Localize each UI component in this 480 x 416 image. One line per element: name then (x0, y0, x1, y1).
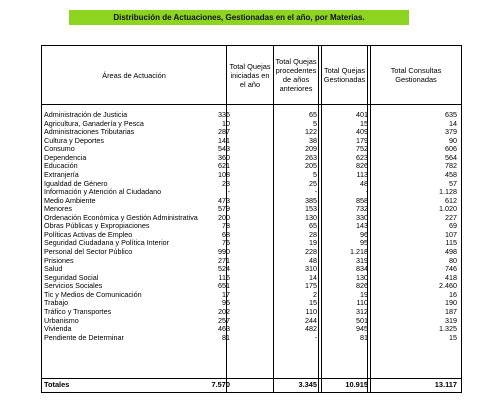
consultas-gestionadas-cell: 1.020 (439, 204, 457, 214)
area-label: Servicios Sociales (44, 281, 103, 291)
area-label: Políticas Activas de Empleo (44, 229, 133, 239)
area-label: Menores (44, 204, 72, 214)
area-label: Personal del Sector Público (44, 247, 133, 256)
quejas-iniciadas-cell: 202 (218, 306, 230, 316)
area-label: Administraciones Tributarias (44, 127, 135, 137)
quejas-gestionadas-cell: 312 (356, 306, 368, 316)
quejas-anteriores-cell: 38 (309, 135, 317, 145)
table-row (42, 248, 461, 257)
quejas-gestionadas-cell: - (365, 187, 368, 197)
table-row (42, 128, 461, 137)
consultas-gestionadas-cell: 69 (449, 221, 457, 231)
area-label: Salud (44, 264, 63, 274)
quejas-iniciadas-cell: 579 (218, 204, 230, 214)
table-row (42, 317, 461, 326)
quejas-anteriores-cell: 2 (313, 289, 317, 299)
header-divider (42, 104, 461, 105)
area-label: Ordenación Económica y Gestión Administrativa (44, 212, 198, 222)
consultas-gestionadas-cell: 1.128 (439, 187, 457, 197)
area-label: Igualdad de Género (44, 178, 108, 188)
consultas-gestionadas-cell: 564 (445, 152, 457, 162)
consultas-gestionadas-cell: 16 (449, 289, 457, 299)
quejas-iniciadas-cell: 360 (218, 152, 230, 162)
quejas-anteriores-cell: 28 (309, 229, 317, 239)
area-label: Tic y Medios de Comunicación (44, 289, 142, 299)
area-label: Vivienda (44, 324, 72, 334)
quejas-anteriores-cell: 244 (305, 315, 317, 325)
consultas-gestionadas-cell: 107 (445, 229, 457, 239)
area-label: Seguridad Ciudadana y Política Interior (44, 238, 170, 248)
quejas-iniciadas-cell: 257 (218, 315, 230, 325)
quejas-gestionadas-cell: 501 (356, 315, 368, 325)
table-row (42, 291, 461, 300)
area-label: Extranjería (44, 169, 79, 179)
quejas-iniciadas-cell: 990 (218, 247, 230, 256)
area-label: Seguridad Social (44, 272, 99, 282)
quejas-anteriores-cell: 130 (305, 212, 317, 222)
quejas-iniciadas-cell: 76 (222, 238, 230, 248)
area-label: Tráfico y Transportes (44, 306, 112, 316)
quejas-anteriores-cell: 25 (309, 178, 317, 188)
quejas-anteriores-cell: 482 (305, 324, 317, 334)
quejas-anteriores-cell: - (314, 332, 317, 342)
table-row (42, 265, 461, 274)
consultas-gestionadas-cell: 612 (445, 195, 457, 205)
quejas-iniciadas-cell: 473 (218, 195, 230, 205)
quejas-iniciadas-cell: 271 (218, 255, 230, 265)
table-row (42, 162, 461, 171)
consultas-gestionadas-cell: 782 (445, 161, 457, 171)
table-row (42, 334, 461, 343)
quejas-anteriores-cell: 153 (305, 204, 317, 214)
area-label: Urbanismo (44, 315, 79, 325)
quejas-gestionadas-cell: 48 (360, 178, 368, 188)
totals-consultas-gestionadas: 13.117 (434, 380, 457, 389)
quejas-iniciadas-cell: - (227, 187, 230, 197)
quejas-gestionadas-cell: 1.218 (350, 247, 368, 256)
quejas-anteriores-cell: 48 (309, 255, 317, 265)
consultas-gestionadas-cell: 15 (449, 332, 457, 342)
quejas-anteriores-cell: 14 (309, 272, 317, 282)
quejas-iniciadas-cell: 78 (222, 221, 230, 231)
consultas-gestionadas-cell: 190 (445, 298, 457, 308)
quejas-iniciadas-cell: 651 (218, 281, 230, 291)
header-quejas-iniciadas: Total Quejas iniciadas en el año (229, 61, 271, 89)
area-label: Obras Públicas y Expropiaciones (44, 221, 150, 231)
quejas-anteriores-cell: 310 (305, 264, 317, 274)
consultas-gestionadas-cell: 1.325 (439, 324, 457, 334)
quejas-gestionadas-cell: 113 (356, 169, 368, 179)
quejas-gestionadas-cell: 81 (360, 332, 368, 342)
quejas-anteriores-cell: 15 (309, 298, 317, 308)
consultas-gestionadas-cell: 418 (445, 272, 457, 282)
consultas-gestionadas-cell: 498 (445, 247, 457, 256)
area-label: Información y Atención al Ciudadano (44, 187, 162, 197)
quejas-iniciadas-cell: 116 (218, 272, 230, 282)
actuaciones-table (41, 45, 462, 393)
quejas-gestionadas-cell: 130 (356, 272, 368, 282)
consultas-gestionadas-cell: 746 (445, 264, 457, 274)
header-area: Áreas de Actuación (102, 70, 166, 80)
quejas-iniciadas-cell: 10 (222, 118, 230, 128)
table-title: Distribución de Actuaciones, Gestionadas en el año, por Materias. (69, 10, 409, 25)
table-row (42, 188, 461, 197)
quejas-gestionadas-cell: 752 (356, 144, 368, 154)
quejas-iniciadas-cell: 463 (218, 324, 230, 334)
quejas-gestionadas-cell: 732 (356, 204, 368, 214)
quejas-iniciadas-cell: 200 (218, 212, 230, 222)
quejas-iniciadas-cell: 141 (218, 135, 230, 145)
consultas-gestionadas-cell: 319 (445, 315, 457, 325)
table-body (42, 111, 461, 342)
table-row (42, 308, 461, 317)
quejas-gestionadas-cell: 319 (356, 255, 368, 265)
header-quejas-gestionadas: Total Quejas Gestionadas (323, 66, 366, 84)
quejas-gestionadas-cell: 15 (360, 118, 368, 128)
table-row (42, 274, 461, 283)
consultas-gestionadas-cell: 115 (445, 238, 457, 248)
quejas-gestionadas-cell: 826 (356, 161, 368, 171)
consultas-gestionadas-cell: 187 (445, 306, 457, 316)
consultas-gestionadas-cell: 57 (449, 178, 457, 188)
consultas-gestionadas-cell: 227 (445, 212, 457, 222)
consultas-gestionadas-cell: 14 (449, 118, 457, 128)
area-label: Pendiente de Determinar (44, 332, 124, 342)
totals-quejas-gestionadas: 10.915 (345, 380, 368, 389)
area-label: Educación (44, 161, 78, 171)
quejas-iniciadas-cell: 68 (222, 229, 230, 239)
totals-quejas-anteriores: 3.345 (298, 380, 317, 389)
area-label: Prisiones (44, 255, 74, 265)
header-quejas-anteriores: Total Quejas procedentes de años anteriores (275, 57, 317, 93)
consultas-gestionadas-cell: 379 (445, 127, 457, 137)
quejas-iniciadas-cell: 621 (218, 161, 230, 171)
quejas-anteriores-cell: 263 (305, 152, 317, 162)
quejas-anteriores-cell: 205 (305, 161, 317, 171)
quejas-iniciadas-cell: 17 (222, 289, 230, 299)
table-row (42, 197, 461, 206)
area-label: Trabajo (44, 298, 69, 308)
totals-row (42, 379, 461, 391)
quejas-anteriores-cell: 19 (309, 238, 317, 248)
quejas-gestionadas-cell: 96 (360, 229, 368, 239)
quejas-anteriores-cell: 65 (309, 221, 317, 231)
area-label: Agricultura, Ganadería y Pesca (44, 118, 144, 128)
quejas-gestionadas-cell: 409 (356, 127, 368, 137)
area-label: Administración de Justicia (44, 110, 128, 119)
quejas-iniciadas-cell: 543 (218, 144, 230, 154)
consultas-gestionadas-cell: 2.460 (439, 281, 457, 291)
quejas-iniciadas-cell: 287 (218, 127, 230, 137)
area-label: Dependencia (44, 152, 87, 162)
quejas-gestionadas-cell: 401 (356, 110, 368, 119)
table-row (42, 145, 461, 154)
quejas-iniciadas-cell: 23 (222, 178, 230, 188)
totals-label: Totales (44, 380, 70, 389)
quejas-anteriores-cell: 110 (305, 306, 317, 316)
quejas-iniciadas-cell: 524 (218, 264, 230, 274)
area-label: Consumo (44, 144, 75, 154)
quejas-gestionadas-cell: 834 (356, 264, 368, 274)
header-consultas-gestionadas: Total Consultas Gestionadas (390, 66, 442, 84)
quejas-anteriores-cell: 228 (305, 247, 317, 256)
quejas-gestionadas-cell: 179 (356, 135, 368, 145)
totals-quejas-iniciadas: 7.570 (211, 380, 230, 389)
quejas-anteriores-cell: - (314, 187, 317, 197)
consultas-gestionadas-cell: 80 (449, 255, 457, 265)
quejas-anteriores-cell: 5 (313, 118, 317, 128)
quejas-anteriores-cell: 385 (305, 195, 317, 205)
quejas-iniciadas-cell: 95 (222, 298, 230, 308)
quejas-gestionadas-cell: 858 (356, 195, 368, 205)
quejas-gestionadas-cell: 143 (356, 221, 368, 231)
consultas-gestionadas-cell: 635 (445, 110, 457, 119)
quejas-gestionadas-cell: 110 (356, 298, 368, 308)
quejas-gestionadas-cell: 19 (360, 289, 368, 299)
quejas-gestionadas-cell: 623 (356, 152, 368, 162)
table-row (42, 137, 461, 146)
quejas-iniciadas-cell: 108 (218, 169, 230, 179)
quejas-anteriores-cell: 5 (313, 169, 317, 179)
quejas-gestionadas-cell: 826 (356, 281, 368, 291)
consultas-gestionadas-cell: 90 (449, 135, 457, 145)
consultas-gestionadas-cell: 458 (445, 169, 457, 179)
table-row (42, 257, 461, 266)
quejas-anteriores-cell: 209 (305, 144, 317, 154)
area-label: Cultura y Deportes (44, 135, 104, 145)
quejas-iniciadas-cell: 81 (222, 332, 230, 342)
consultas-gestionadas-cell: 606 (445, 144, 457, 154)
quejas-anteriores-cell: 175 (305, 281, 317, 291)
area-label: Medio Ambiente (44, 195, 96, 205)
quejas-gestionadas-cell: 95 (360, 238, 368, 248)
quejas-gestionadas-cell: 330 (356, 212, 368, 222)
quejas-iniciadas-cell: 336 (218, 110, 230, 119)
table-row (42, 154, 461, 163)
quejas-anteriores-cell: 65 (309, 110, 317, 119)
quejas-gestionadas-cell: 945 (356, 324, 368, 334)
quejas-anteriores-cell: 122 (305, 127, 317, 137)
